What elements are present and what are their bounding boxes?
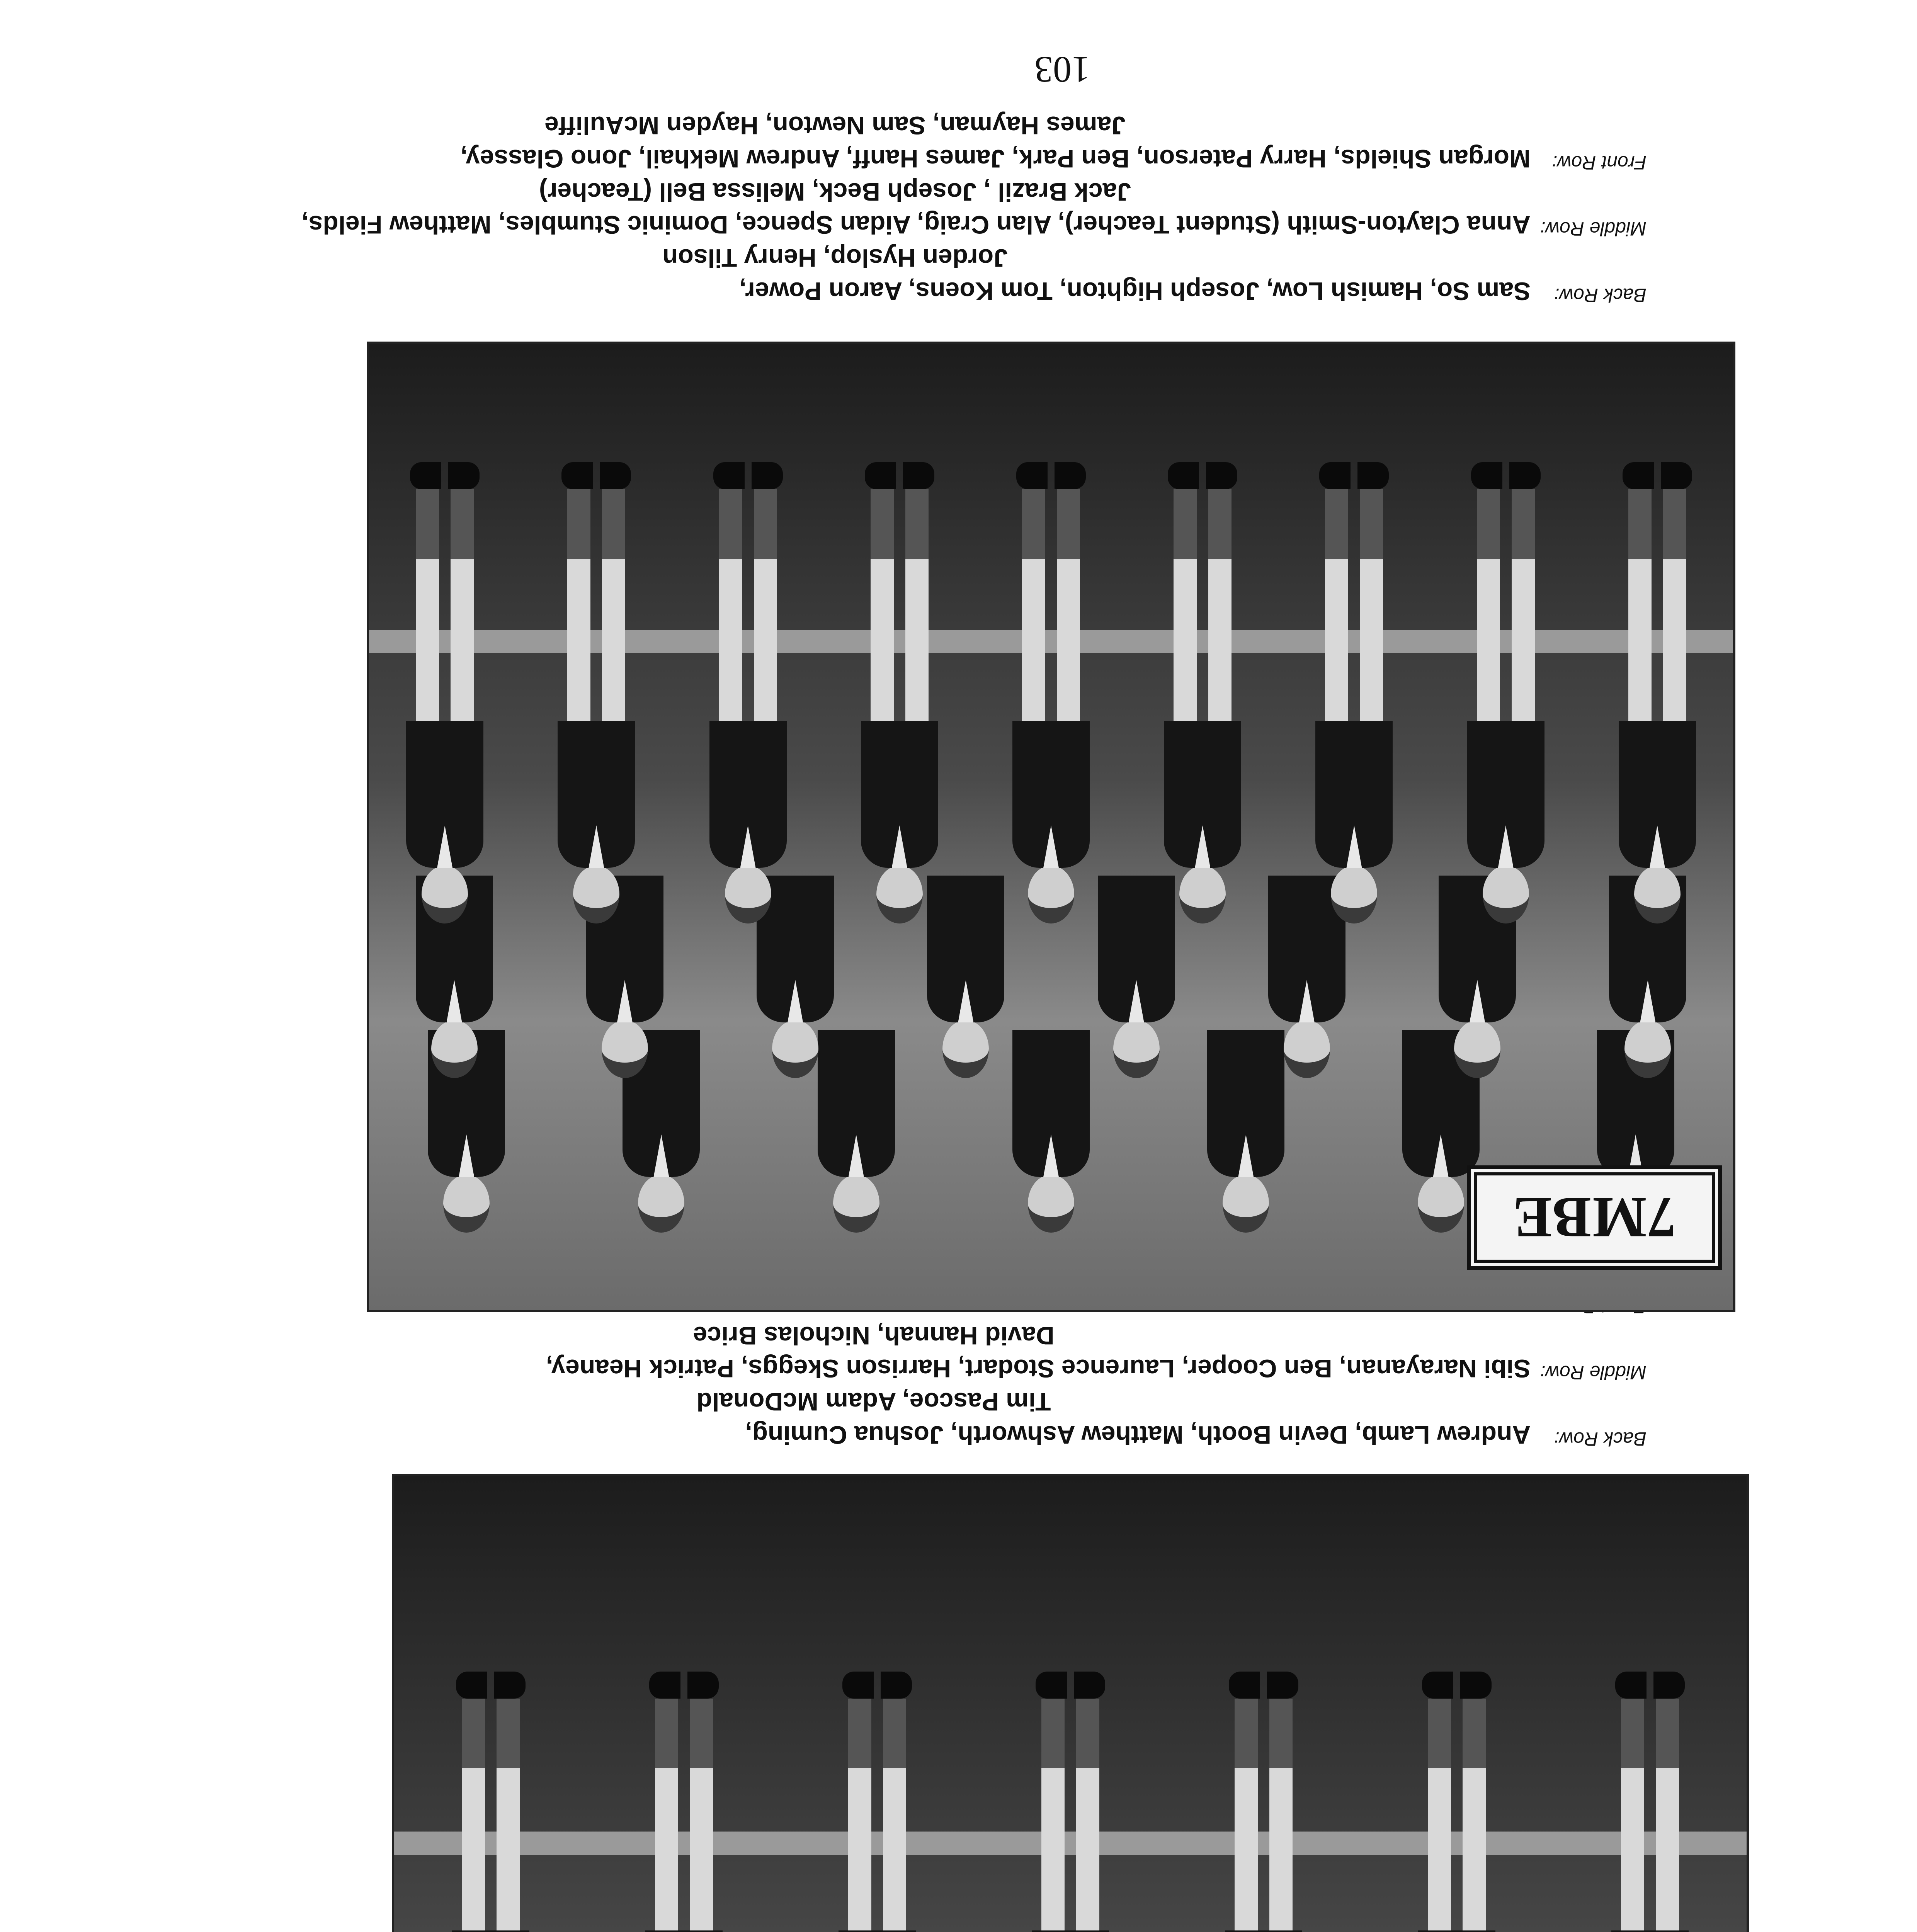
row-names-cont: Jack Brazil , Joseph Beck, Melissa Bell (Teacher) [539, 177, 1131, 206]
caption-front-row [139, 109, 1647, 175]
row-label: Back Row: [1554, 1428, 1647, 1450]
student-figure [839, 1672, 916, 1932]
student-figure [1012, 462, 1090, 923]
page-number: 103 [1034, 49, 1090, 90]
row-names-cont: James Hayman, Sam Newton, Hayden McAuliffe [544, 111, 1126, 140]
student-figure [709, 462, 787, 923]
student-figure [406, 462, 483, 923]
student-figure [1315, 462, 1393, 923]
row-names-cont: Jorden Hyslop, Henry Tilson [662, 244, 1008, 273]
row-names-cont: David Hannah, Nicholas Brice [693, 1321, 1055, 1350]
caption-middle-row [217, 1319, 1647, 1385]
caption-back-row [217, 1385, 1647, 1451]
row-label: Back Row: [1554, 284, 1647, 306]
row-names: Sibi Narayanan, Ben Cooper, Laurence Stodart, Harrison Skeggs, Patrick Heaney, [546, 1354, 1531, 1383]
student-figure [861, 462, 938, 923]
student-figure [452, 1672, 529, 1932]
caption-7mbe [139, 109, 1647, 308]
row-label: Middle Row: [1540, 218, 1647, 240]
row-names: Morgan Shields, Harry Paterson, Ben Park, James Hanff, Andrew Mekhail, Jono Glassey, [460, 144, 1531, 173]
caption-back-row [139, 241, 1647, 308]
row-names-cont: Tim Pascoe, Adam McDonald [696, 1388, 1051, 1417]
row-names: Andrew Lamb, Devin Booth, Matthew Ashworth, Joshua Cuming, [745, 1421, 1531, 1449]
row-label: Middle Row: [1540, 1362, 1647, 1384]
student-figure [1619, 462, 1696, 923]
photo-front-row [394, 1672, 1747, 1932]
class-photo-7aho [392, 1474, 1749, 1932]
student-figure [1164, 462, 1241, 923]
photo-front-row [369, 462, 1733, 923]
student-figure [1225, 1672, 1302, 1932]
row-label: Front Row: [1552, 151, 1647, 173]
row-names: Sam So, Hamish Low, Joseph Highton, Tom Koens, Aaron Power, [739, 277, 1531, 306]
student-figure [1467, 462, 1544, 923]
row-names: Anna Clayton-Smith (Student Teacher), Alan Craig, Aidan Spence, Dominic Stumbles, Matthew Fields, [301, 211, 1531, 240]
student-figure [558, 462, 635, 923]
student-figure [1418, 1672, 1495, 1932]
student-figure [1032, 1672, 1109, 1932]
class-label-7mbe: 7MBE [1467, 1165, 1722, 1270]
student-figure [645, 1672, 723, 1932]
student-figure [1611, 1672, 1689, 1932]
caption-middle-row [139, 175, 1647, 242]
